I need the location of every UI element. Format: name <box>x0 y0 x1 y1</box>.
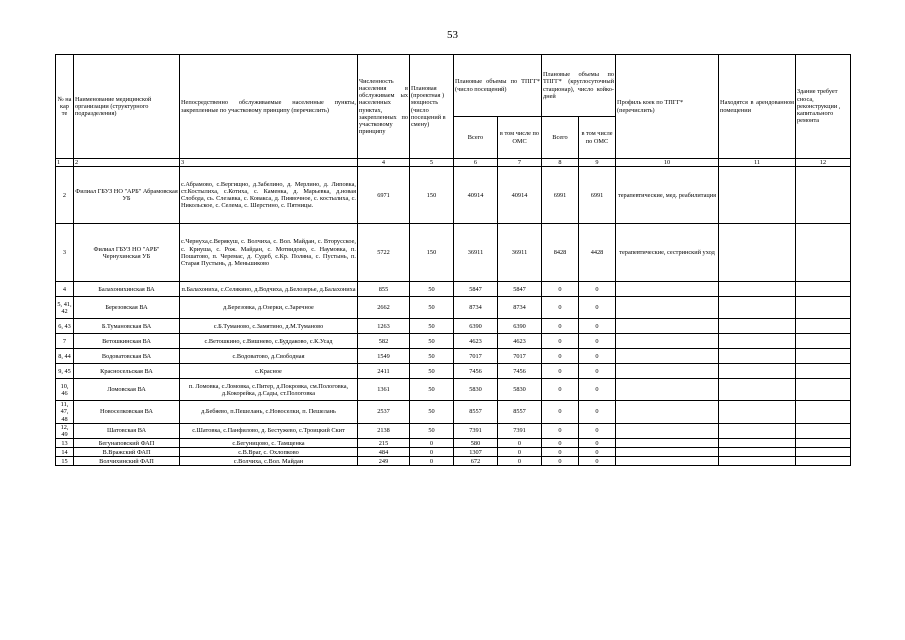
repair-value <box>796 167 851 224</box>
column-number: 10 <box>616 159 719 167</box>
visits-oms-value: 36911 <box>498 224 542 282</box>
visits-oms-value: 7456 <box>498 364 542 379</box>
beds-oms-value: 0 <box>579 379 616 401</box>
served-places: с.Чернуха,с.Верякуш, с. Волчиха, с. Вол. Майдан, с. Вторусское, с. Криуша, с. Рож. Майдан, с. Мотвидово, с. Наумовка, п. Пошатово, п. Черемас, д. Судеб, с.Кр. Поляна, с. Пустынь, п. Старая Пустынь, д. Меньшиково <box>180 224 358 282</box>
beds-oms-value: 0 <box>579 282 616 297</box>
row-number: 8, 44 <box>56 349 74 364</box>
column-number: 9 <box>579 159 616 167</box>
population-value: 855 <box>358 282 410 297</box>
rented-value <box>719 364 796 379</box>
served-places: с.Бегуницово, с. Тамщенка <box>180 439 358 448</box>
table-row <box>56 167 851 224</box>
population-value: 6971 <box>358 167 410 224</box>
population-value: 1263 <box>358 319 410 334</box>
header-visits-oms: в том числе по ОМС <box>498 117 542 159</box>
table-row <box>56 448 851 457</box>
organization-name: Б.Тумановская ВА <box>74 319 180 334</box>
rented-value <box>719 448 796 457</box>
table-row <box>56 379 851 401</box>
capacity-value: 50 <box>410 379 454 401</box>
bed-profile-value <box>616 401 719 424</box>
visits-total-value: 672 <box>454 457 498 466</box>
capacity-value: 50 <box>410 401 454 424</box>
row-number: 5, 41, 42 <box>56 297 74 319</box>
repair-value <box>796 457 851 466</box>
repair-value <box>796 401 851 424</box>
visits-total-value: 1307 <box>454 448 498 457</box>
served-places: с.Б.Туманово, с.Замятино, д.М.Туманово <box>180 319 358 334</box>
column-number: 6 <box>454 159 498 167</box>
served-places: с.Абрамово, с.Вергищно, д.Забелино, д. Мерлино, д. Липовка, ст.Костылиха, с.Котиха, с. Каменка, д. Марьевка, д.новая Слобода, сь. Слезавка, с. Ковакса, д. Пиявочное, с. костылиха, с. Никольское, с. Селема, с. Шерстино, с. Пятницы. <box>180 167 358 224</box>
repair-value <box>796 379 851 401</box>
bed-profile-value <box>616 282 719 297</box>
rented-value <box>719 349 796 364</box>
page-number: 53 <box>447 29 458 41</box>
table-row <box>56 319 851 334</box>
served-places: с.Водоватово, д.Свободная <box>180 349 358 364</box>
column-number: 8 <box>542 159 579 167</box>
population-value: 215 <box>358 439 410 448</box>
table-row <box>56 349 851 364</box>
beds-total-value: 0 <box>542 334 579 349</box>
beds-total-value: 8428 <box>542 224 579 282</box>
served-places: с.Шатовка, с.Панфилово, д. Бестужево, с.Троицкий Скит <box>180 423 358 438</box>
beds-oms-value: 0 <box>579 319 616 334</box>
row-number: 13 <box>56 439 74 448</box>
population-value: 249 <box>358 457 410 466</box>
organization-name: Ветошкинская ВА <box>74 334 180 349</box>
organization-name: Красносельская ВА <box>74 364 180 379</box>
population-value: 582 <box>358 334 410 349</box>
visits-oms-value: 0 <box>498 448 542 457</box>
column-number: 11 <box>719 159 796 167</box>
repair-value <box>796 282 851 297</box>
visits-total-value: 8734 <box>454 297 498 319</box>
row-number: 7 <box>56 334 74 349</box>
repair-value <box>796 439 851 448</box>
organization-name: Шатовская ВА <box>74 423 180 438</box>
beds-total-value: 0 <box>542 349 579 364</box>
beds-oms-value: 4428 <box>579 224 616 282</box>
repair-value <box>796 349 851 364</box>
bed-profile-value <box>616 349 719 364</box>
beds-total-value: 0 <box>542 457 579 466</box>
population-value: 2138 <box>358 423 410 438</box>
table-row <box>56 457 851 466</box>
visits-total-value: 36911 <box>454 224 498 282</box>
rented-value <box>719 167 796 224</box>
capacity-value: 50 <box>410 364 454 379</box>
served-places: д.Бебяево, п.Пешелань, с.Новоселки, п. Пешелань <box>180 401 358 424</box>
visits-oms-value: 40914 <box>498 167 542 224</box>
visits-total-value: 5847 <box>454 282 498 297</box>
header-repair: Здание требует сноса, реконструкции , капитального ремонта <box>796 55 851 159</box>
served-places: с.В.Враг, с. Охлопково <box>180 448 358 457</box>
capacity-value: 50 <box>410 334 454 349</box>
beds-total-value: 6991 <box>542 167 579 224</box>
row-number: 14 <box>56 448 74 457</box>
repair-value <box>796 319 851 334</box>
rented-value <box>719 401 796 424</box>
served-places: п.Балахониха, с.Селякино, д.Водчиха, д.Белозерье, д.Балахониха <box>180 282 358 297</box>
bed-profile-value <box>616 297 719 319</box>
organization-name: Водоватовская ВА <box>74 349 180 364</box>
visits-oms-value: 0 <box>498 439 542 448</box>
visits-oms-value: 6390 <box>498 319 542 334</box>
organization-name: Березовская ВА <box>74 297 180 319</box>
bed-profile-value <box>616 319 719 334</box>
row-number: 15 <box>56 457 74 466</box>
capacity-value: 0 <box>410 448 454 457</box>
column-number: 4 <box>358 159 410 167</box>
visits-total-value: 4623 <box>454 334 498 349</box>
rented-value <box>719 379 796 401</box>
row-number: 4 <box>56 282 74 297</box>
bed-profile-value <box>616 334 719 349</box>
repair-value <box>796 448 851 457</box>
table-row <box>56 334 851 349</box>
visits-oms-value: 5830 <box>498 379 542 401</box>
header-visits-total: Всего <box>454 117 498 159</box>
repair-value <box>796 224 851 282</box>
column-number: 1 <box>56 159 74 167</box>
visits-oms-value: 7017 <box>498 349 542 364</box>
visits-total-value: 7017 <box>454 349 498 364</box>
capacity-value: 0 <box>410 457 454 466</box>
visits-total-value: 8557 <box>454 401 498 424</box>
header-capacity: Плановая (проектная ) мощность (число посещений в смену) <box>410 55 454 159</box>
organization-name: Бегунаповский ФАП <box>74 439 180 448</box>
rented-value <box>719 224 796 282</box>
bed-profile-value <box>616 364 719 379</box>
visits-oms-value: 7391 <box>498 423 542 438</box>
rented-value <box>719 282 796 297</box>
beds-oms-value: 0 <box>579 334 616 349</box>
row-number: 12, 49 <box>56 423 74 438</box>
table-row <box>56 401 851 424</box>
header-beds-total: Всего <box>542 117 579 159</box>
rented-value <box>719 457 796 466</box>
capacity-value: 150 <box>410 224 454 282</box>
row-number: 9, 45 <box>56 364 74 379</box>
table-row <box>56 364 851 379</box>
column-number: 3 <box>180 159 358 167</box>
capacity-value: 150 <box>410 167 454 224</box>
facilities-table <box>55 54 851 466</box>
row-number: 6, 43 <box>56 319 74 334</box>
header-beds: Плановые объемы по ТПГГ* (круглосуточный стационар), число койко-дней <box>542 55 616 117</box>
organization-name: Волчихинский ФАП <box>74 457 180 466</box>
beds-total-value: 0 <box>542 319 579 334</box>
population-value: 1361 <box>358 379 410 401</box>
visits-total-value: 7391 <box>454 423 498 438</box>
beds-total-value: 0 <box>542 423 579 438</box>
population-value: 484 <box>358 448 410 457</box>
bed-profile-value <box>616 457 719 466</box>
beds-oms-value: 0 <box>579 297 616 319</box>
visits-oms-value: 8557 <box>498 401 542 424</box>
column-number: 2 <box>74 159 180 167</box>
rented-value <box>719 334 796 349</box>
beds-oms-value: 0 <box>579 423 616 438</box>
visits-oms-value: 0 <box>498 457 542 466</box>
table-row <box>56 224 851 282</box>
served-places: д.Березовка, д.Озерки, с.Заречное <box>180 297 358 319</box>
bed-profile-value <box>616 379 719 401</box>
column-number-row <box>56 159 851 167</box>
population-value: 1549 <box>358 349 410 364</box>
population-value: 2411 <box>358 364 410 379</box>
header-population: Численность населения в обслуживаем ых населенных пунктах, закрепленных по участковому принципу <box>358 55 410 159</box>
header-organization: Наименование медицинской организации (структурного подразделения) <box>74 55 180 159</box>
organization-name: В.Вражский ФАП <box>74 448 180 457</box>
column-number: 5 <box>410 159 454 167</box>
visits-total-value: 6390 <box>454 319 498 334</box>
column-number: 12 <box>796 159 851 167</box>
rented-value <box>719 297 796 319</box>
rented-value <box>719 423 796 438</box>
visits-oms-value: 5847 <box>498 282 542 297</box>
beds-total-value: 0 <box>542 439 579 448</box>
row-number: 2 <box>56 167 74 224</box>
bed-profile-value: терапевтические, сестринский уход <box>616 224 719 282</box>
organization-name: Балахонихинская ВА <box>74 282 180 297</box>
column-number: 7 <box>498 159 542 167</box>
beds-oms-value: 0 <box>579 439 616 448</box>
bed-profile-value <box>616 439 719 448</box>
population-value: 2537 <box>358 401 410 424</box>
beds-total-value: 0 <box>542 401 579 424</box>
header-number: № на кар те <box>56 55 74 159</box>
bed-profile-value <box>616 448 719 457</box>
capacity-value: 50 <box>410 423 454 438</box>
visits-total-value: 5830 <box>454 379 498 401</box>
header-visits: Плановые объемы по ТПГГ* (число посещений) <box>454 55 542 117</box>
beds-total-value: 0 <box>542 364 579 379</box>
served-places: с.Волчиха, с.Вол. Майдан <box>180 457 358 466</box>
capacity-value: 50 <box>410 282 454 297</box>
header-beds-oms: в том числе по ОМС <box>579 117 616 159</box>
visits-total-value: 40914 <box>454 167 498 224</box>
table-row <box>56 297 851 319</box>
table-row <box>56 423 851 438</box>
served-places: с.Красное <box>180 364 358 379</box>
bed-profile-value <box>616 423 719 438</box>
visits-total-value: 580 <box>454 439 498 448</box>
repair-value <box>796 423 851 438</box>
capacity-value: 0 <box>410 439 454 448</box>
bed-profile-value: терапевтические, мед. реабилитация <box>616 167 719 224</box>
visits-total-value: 7456 <box>454 364 498 379</box>
organization-name: Новоселковская ВА <box>74 401 180 424</box>
beds-oms-value: 0 <box>579 364 616 379</box>
table-row <box>56 282 851 297</box>
beds-oms-value: 0 <box>579 448 616 457</box>
population-value: 5722 <box>358 224 410 282</box>
header-places: Непосредственно обслуживаемые населенные пункты, закрепленные по участковому принципу (перечислить) <box>180 55 358 159</box>
beds-total-value: 0 <box>542 379 579 401</box>
header-bed-profile: Профиль коек по ТПГГ* (перечислить) <box>616 55 719 159</box>
beds-oms-value: 0 <box>579 401 616 424</box>
rented-value <box>719 439 796 448</box>
visits-oms-value: 8734 <box>498 297 542 319</box>
row-number: 10, 46 <box>56 379 74 401</box>
row-number: 11, 47, 48 <box>56 401 74 424</box>
served-places: с.Ветошкино, с.Вишнево, с.Буддаково, с.К.Усад <box>180 334 358 349</box>
beds-oms-value: 0 <box>579 349 616 364</box>
repair-value <box>796 364 851 379</box>
beds-oms-value: 6991 <box>579 167 616 224</box>
visits-oms-value: 4623 <box>498 334 542 349</box>
beds-total-value: 0 <box>542 282 579 297</box>
organization-name: Филиал ГБУЗ НО "АРБ" Абрамовская УБ <box>74 167 180 224</box>
beds-total-value: 0 <box>542 448 579 457</box>
repair-value <box>796 334 851 349</box>
capacity-value: 50 <box>410 319 454 334</box>
beds-oms-value: 0 <box>579 457 616 466</box>
table-row <box>56 439 851 448</box>
capacity-value: 50 <box>410 349 454 364</box>
beds-total-value: 0 <box>542 297 579 319</box>
repair-value <box>796 297 851 319</box>
row-number: 3 <box>56 224 74 282</box>
served-places: п. Ломовка, с.Ломовка, с.Питер, д.Покровка, см.Пологовка, д.Кокорейка, д.Сады, ст.Пологовка <box>180 379 358 401</box>
header-rented: Находятся в арендованном помещении <box>719 55 796 159</box>
rented-value <box>719 319 796 334</box>
capacity-value: 50 <box>410 297 454 319</box>
organization-name: Филиал ГБУЗ НО "АРБ" Чернухинская УБ <box>74 224 180 282</box>
population-value: 2662 <box>358 297 410 319</box>
organization-name: Ломовская ВА <box>74 379 180 401</box>
